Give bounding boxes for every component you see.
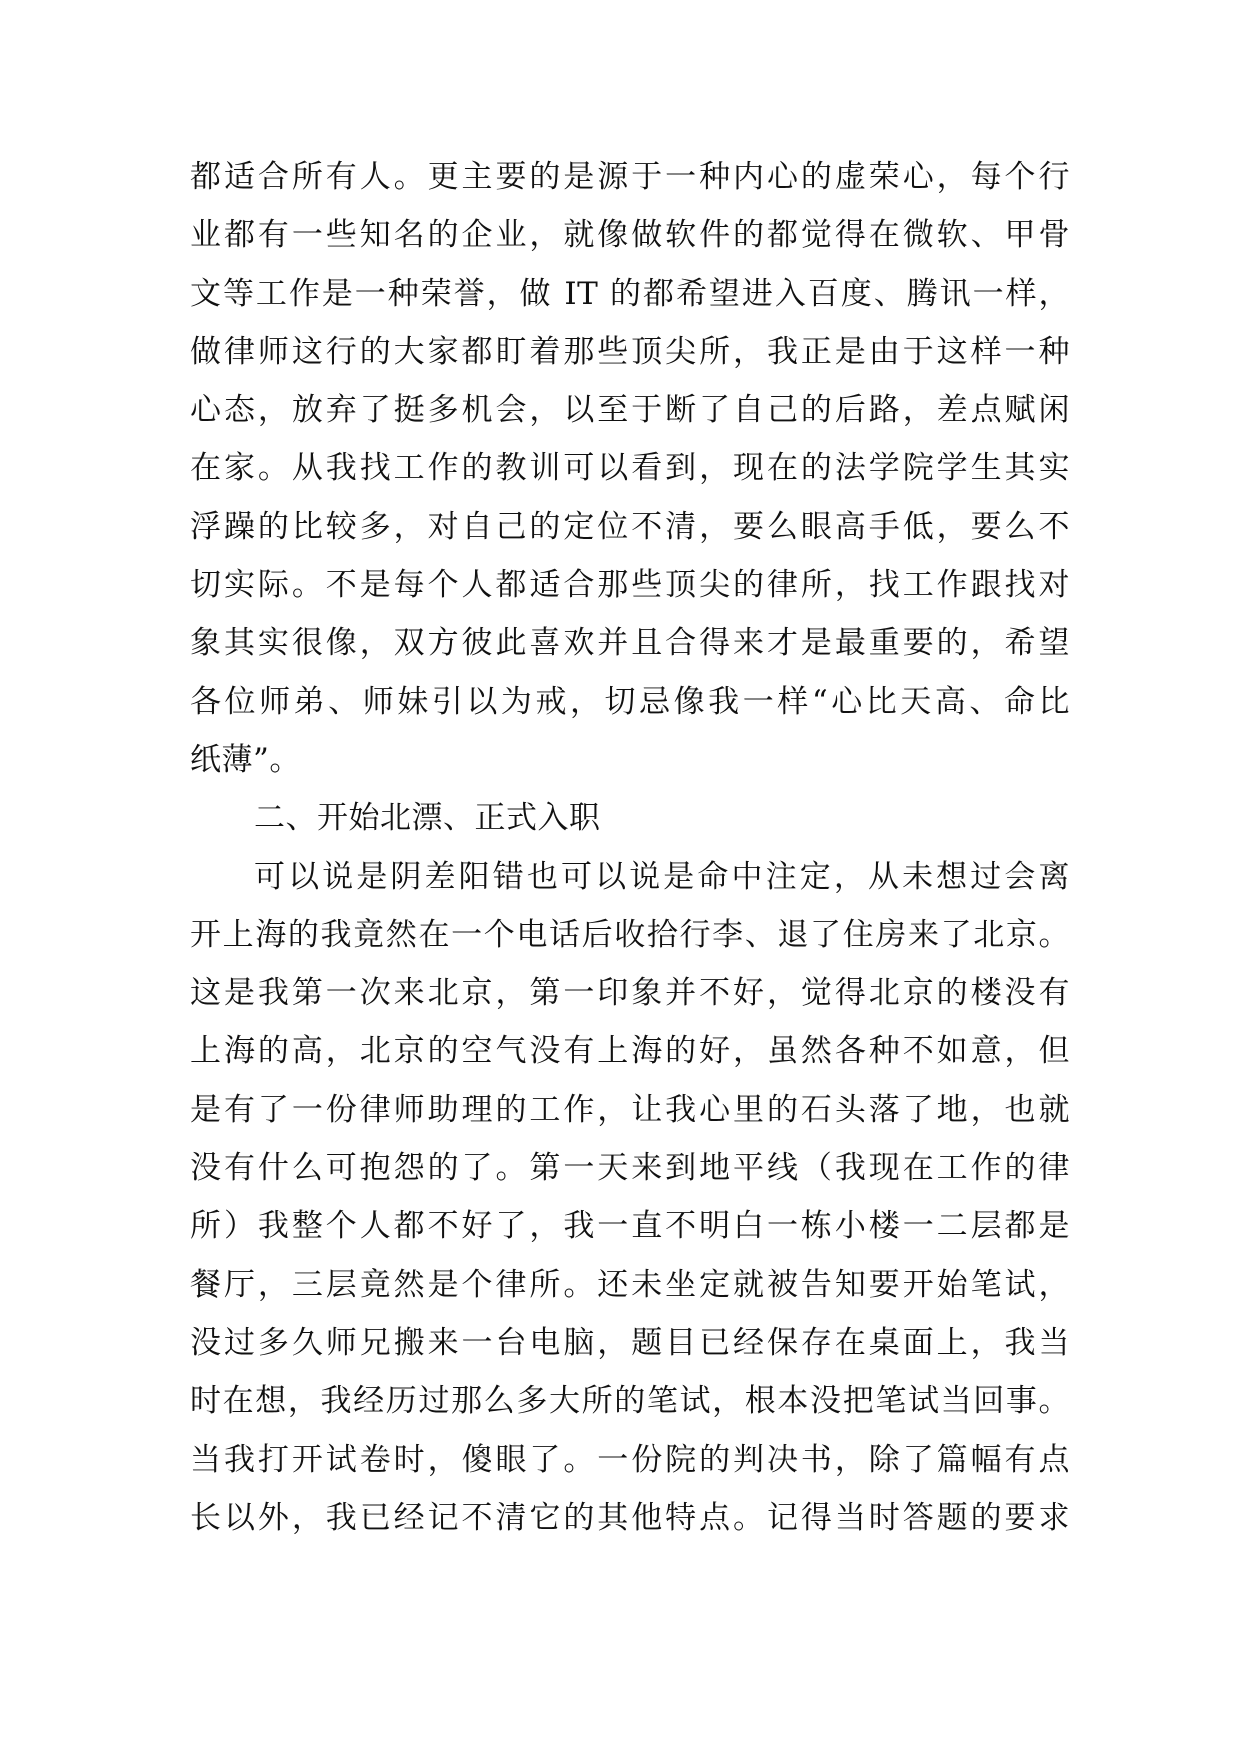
text-line: 象其实很像，双方彼此喜欢并且合得来才是最重要的，希望 (190, 625, 1070, 662)
text-line: 餐厅，三层竟然是个律所。还未坐定就被告知要开始笔试， (190, 1266, 1070, 1303)
text-line: 时在想，我经历过那么多大所的笔试，根本没把笔试当回事。 (190, 1383, 1070, 1420)
text-line: 心态，放弃了挺多机会，以至于断了自己的后路，差点赋闲 (190, 392, 1070, 429)
section-heading: 二、开始北漂、正式入职 (254, 800, 601, 837)
body-text (190, 148, 1070, 1547)
text-line: 没过多久师兄搬来一台电脑，题目已经保存在桌面上，我当 (190, 1324, 1070, 1361)
text-line: 是有了一份律师助理的工作，让我心里的石头落了地，也就 (190, 1091, 1070, 1128)
text-line: 在家。从我找工作的教训可以看到，现在的法学院学生其实 (190, 450, 1070, 487)
text-line: 切实际。不是每个人都适合那些顶尖的律所，找工作跟找对 (190, 567, 1070, 604)
text-line: 开上海的我竟然在一个电话后收拾行李、退了住房来了北京。 (190, 916, 1070, 953)
text-line: 上海的高，北京的空气没有上海的好，虽然各种不如意，但 (190, 1033, 1070, 1070)
text-line: 没有什么可抱怨的了。第一天来到地平线（我现在工作的律 (190, 1150, 1070, 1187)
text-line: 做律师这行的大家都盯着那些顶尖所，我正是由于这样一种 (190, 333, 1070, 370)
text-line: 这是我第一次来北京，第一印象并不好，觉得北京的楼没有 (190, 975, 1070, 1012)
text-line: 长以外，我已经记不清它的其他特点。记得当时答题的要求 (190, 1499, 1070, 1536)
text-line: 都适合所有人。更主要的是源于一种内心的虚荣心，每个行 (190, 159, 1070, 195)
text-line: 各位师弟、师妹引以为戒，切忌像我一样“心比天高、命比 (190, 683, 1070, 720)
text-line: 可以说是阴差阳错也可以说是命中注定，从未想过会离 (254, 858, 1070, 895)
text-line: 纸薄”。 (190, 741, 301, 778)
text-line: 当我打开试卷时，傻眼了。一份院的判决书，除了篇幅有点 (190, 1441, 1070, 1478)
text-line: 浮躁的比较多，对自己的定位不清，要么眼高手低，要么不 (190, 508, 1070, 545)
text-line: 文等工作是一种荣誉，做 IT 的都希望进入百度、腾讯一样， (190, 275, 1070, 312)
text-line: 业都有一些知名的企业，就像做软件的都觉得在微软、甲骨 (190, 217, 1070, 254)
text-line: 所）我整个人都不好了，我一直不明白一栋小楼一二层都是 (190, 1208, 1070, 1245)
